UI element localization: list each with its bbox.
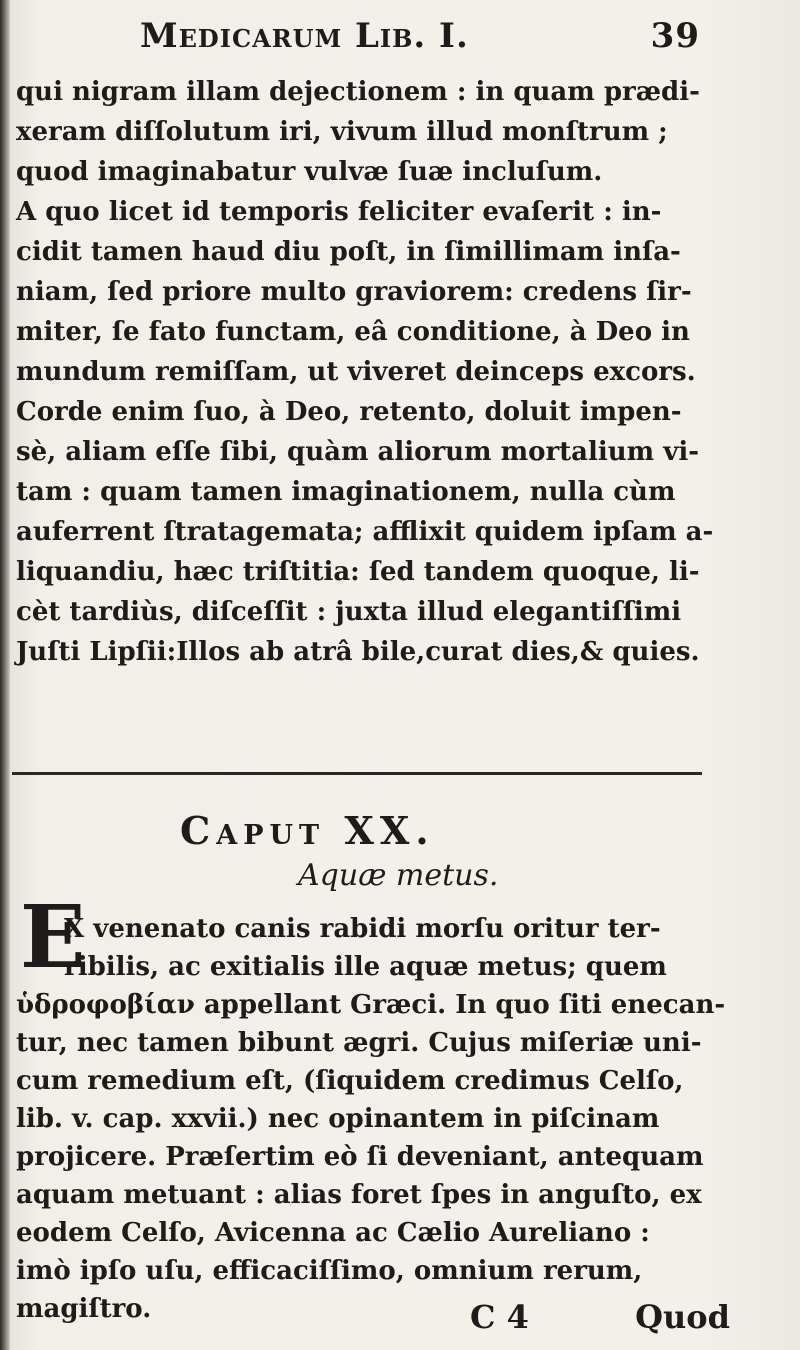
page-number: 39 [650,16,700,56]
text-line: ὑδροφοβίαν appellant Græci. In quo ſiti enecan- [16,990,726,1020]
drop-cap: E [20,887,86,988]
chapter-subtitle: Aquæ metus. [298,858,499,893]
text-line: mundum remiſſam, ut viveret deinceps excors. [16,357,696,387]
text-line: liquandiu, hæc triſtitia: ſed tandem quoque, li- [16,557,700,587]
page-header [140,16,700,66]
text-line: projicere. Præſertim eò ſi deveniant, antequam [16,1142,704,1172]
text-line: A quo licet id temporis feliciter evaſerit : in- [16,197,662,227]
text-line: cidit tamen haud diu poſt, in ſimillimam inſa- [16,237,681,267]
signature-mark: C 4 [470,1298,529,1336]
text-line: eodem Celſo, Avicenna ac Cælio Aureliano : [16,1218,650,1248]
paragraph-1 [16,72,716,672]
text-line: aquam metuant : alias foret ſpes in anguſto, ex [16,1180,702,1210]
running-head: Medicarum Lib. I. [140,16,469,56]
section-divider [12,772,702,775]
text-line: magiſtro. [16,1294,152,1324]
text-line: niam, ſed priore multo graviorem: credens ſir- [16,277,692,307]
text-line: cèt tardiùs, diſceſſit : juxta illud elegantiſſimi [16,597,682,627]
text-line: xeram diſſolutum iri, vivum illud monſtrum ; [16,117,668,147]
text-line: lib. v. cap. xxvii.) nec opinantem in piſcinam [16,1104,660,1134]
catchword: Quod [635,1298,730,1336]
paragraph-2 [16,910,726,1328]
text-line: X venenato canis rabidi morſu oritur ter- [64,914,661,944]
text-line: quod imaginabatur vulvæ ſuæ incluſum. [16,157,603,187]
text-line: qui nigram illam dejectionem : in quam prædi- [16,77,700,107]
text-line: imò ipſo uſu, efficaciſſimo, omnium rerum, [16,1256,643,1286]
text-line: sè, aliam eſſe ſibi, quàm aliorum mortalium vi- [16,437,700,467]
text-line: Corde enim ſuo, à Deo, retento, doluit impen- [16,397,682,427]
chapter-heading: Caput XX. [180,808,435,853]
text-line: ribilis, ac exitialis ille aquæ metus; quem [64,952,667,982]
text-line: tur, nec tamen bibunt ægri. Cujus miſeriæ uni- [16,1028,702,1058]
text-line: Juſti Lipſii:Illos ab atrâ bile,curat dies,& quies. [16,637,700,667]
text-line: tam : quam tamen imaginationem, nulla cùm [16,477,676,507]
text-line: cum remedium eſt, (ſiquidem credimus Celſo, [16,1066,684,1096]
text-line: miter, ſe fato functam, eâ conditione, à Deo in [16,317,690,347]
binding-gutter [0,0,10,1350]
text-line: auferrent ſtratagemata; afflixit quidem ipſam a- [16,517,714,547]
